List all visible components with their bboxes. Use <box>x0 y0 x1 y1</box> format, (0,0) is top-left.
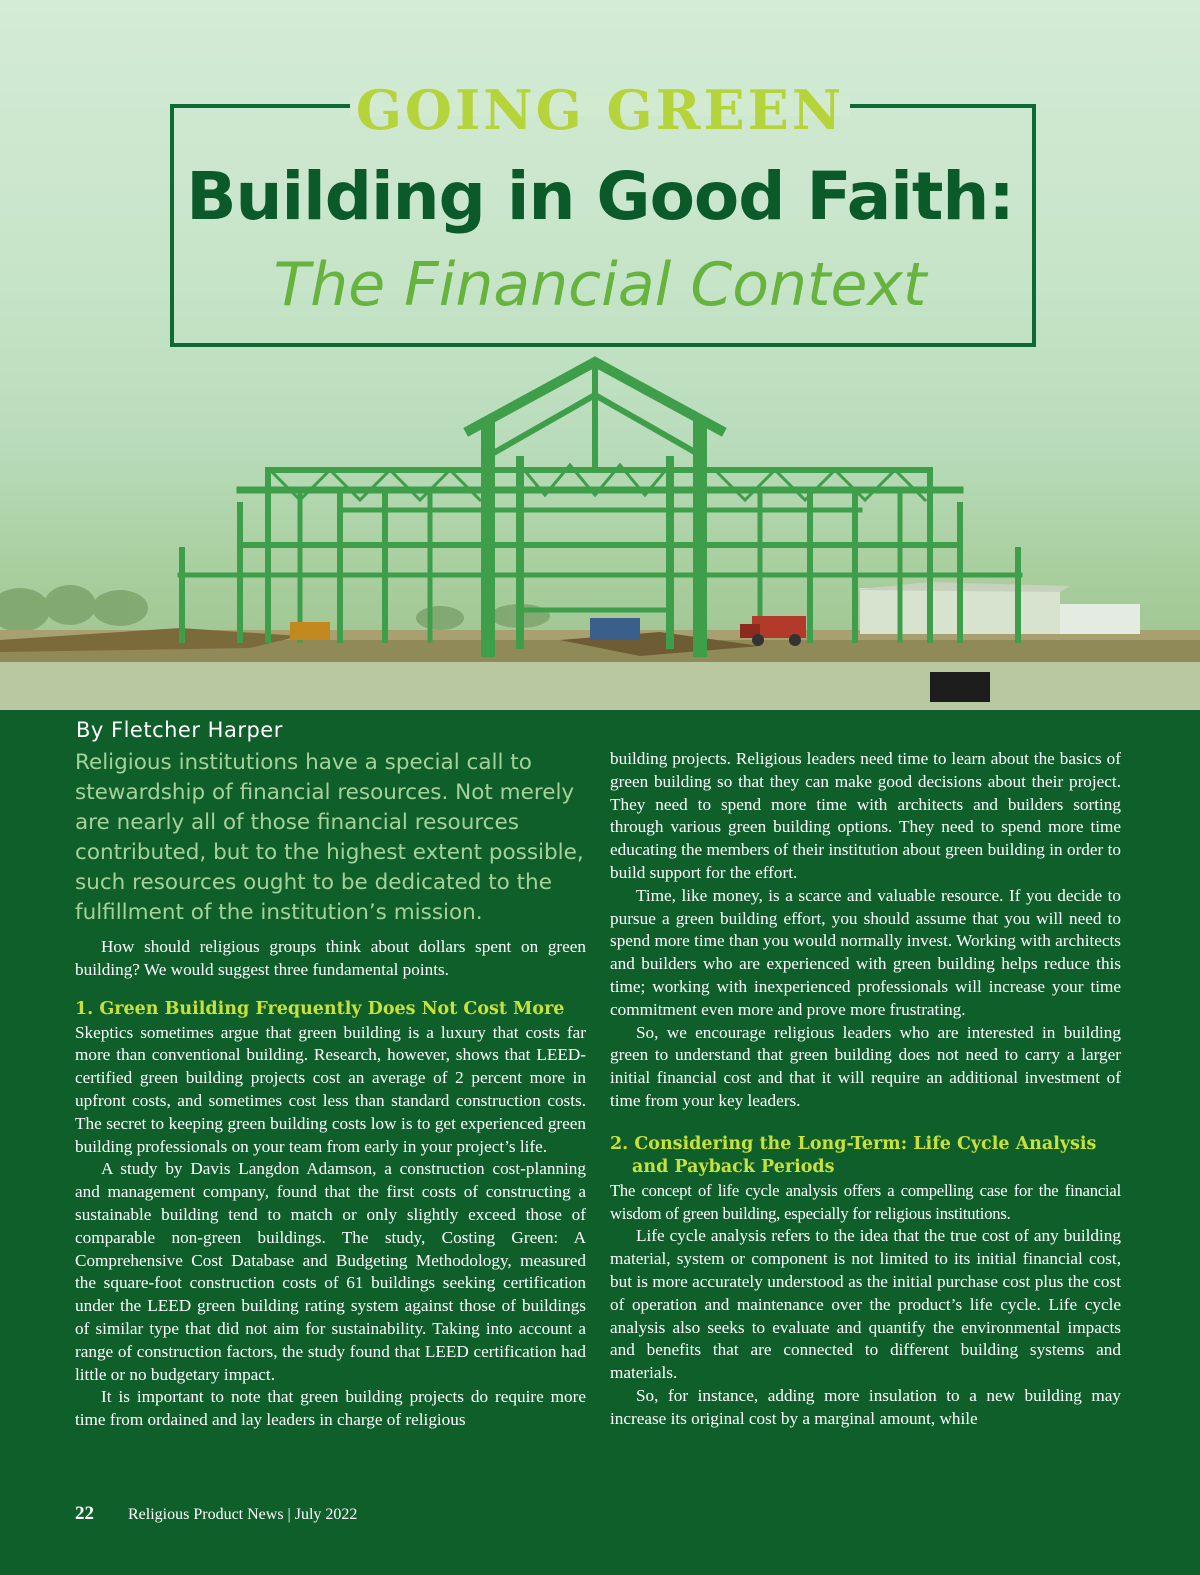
body-paragraph: building projects. Religious leaders need time to learn about the basics of green building so that they can make good decisions about their project. They need to spend more time with architects and builders sorting through various green building options. They need to spend more time educating the members of their institution about green building in order to build support for the effort. <box>610 749 1121 882</box>
article-column-right <box>610 748 1121 1431</box>
article-headline: Building in Good Faith: <box>186 158 1014 235</box>
article-column-left <box>75 748 586 1432</box>
page-footer <box>75 1503 357 1525</box>
hero-section <box>0 0 1200 710</box>
article-subheadline: The Financial Context <box>273 250 927 320</box>
section-2-heading-line-1: 2. Considering the Long-Term: Life Cycle Analysis <box>610 1133 1097 1154</box>
body-paragraph: Life cycle analysis refers to the idea that the true cost of any building material, system or component is not limited to its initial financial cost, but is more accurately understood as the initial purchase cost plus the cost of operation and maintenance over the product’s life cycle. Life cycle analysis also seeks to evaluate and quantify the environmental impacts and benefits that are connected to different building systems and materials. <box>610 1226 1121 1383</box>
body-paragraph: It is important to note that green building projects do require more time from ordained and lay leaders in charge of religious <box>75 1387 586 1430</box>
section-1-heading: 1. Green Building Frequently Does Not Cost More <box>75 998 565 1019</box>
byline: By Fletcher Harper <box>76 718 283 742</box>
section-2-heading-line-2: and Payback Periods <box>632 1156 835 1177</box>
section-2-heading <box>610 1133 1121 1179</box>
body-paragraph: Skeptics sometimes argue that green building is a luxury that costs far more than conventional building. Research, however, shows that LEED-certified green building projects cost an average of 2 percent more in upfront costs, and sometimes cost less than standard construction costs. The secret to keeping green building costs low is to get experienced green building professionals on your team from early in your project’s life. <box>75 1022 586 1156</box>
body-paragraph: So, for instance, adding more insulation to a new building may increase its original cost by a marginal amount, while <box>610 1385 1121 1428</box>
body-paragraph: A study by Davis Langdon Adamson, a construction cost-planning and management company, found that the first costs of constructing a sustainable building tend to match or only slightly exceed those of comparable non-green buildings. The study, Costing Green: A Comprehensive Cost Database and Budgeting Methodology, measured the square-foot construction costs of 61 buildings seeking certification under the LEED green building rating system against those of buildings of similar type that did not aim for sustainability. Taking into account a range of construction factors, the study found that LEED certification had little or no budgetary impact. <box>75 1159 586 1384</box>
body-paragraph: The concept of life cycle analysis offers a compelling case for the financial wisdom of green building, especially for religious institutions. <box>610 1180 1121 1223</box>
body-paragraph: So, we encourage religious leaders who are interested in building green to understand that green building does not need to carry a larger initial financial cost and that it will require an additional investment of time from your key leaders. <box>610 1022 1121 1110</box>
kicker-title: GOING GREEN <box>355 78 845 142</box>
body-paragraph: Time, like money, is a scarce and valuable resource. If you decide to pursue a green building effort, you should assume that you will need to spend more time than you would normally invest. Working with architects and builders who are experienced with green building helps reduce this time; working with inexperienced professionals will increase your time commitment even more and prove more frustrating. <box>610 885 1121 1019</box>
lede-paragraph: Religious institutions have a special call to stewardship of financial resources. Not merely are nearly all of those financial resources contributed, but to the highest extent possible, such resources ought to be dedicated to the fulfillment of the institution’s mission. <box>75 750 584 925</box>
publication-info: Religious Product News | July 2022 <box>128 1506 358 1523</box>
intro-paragraph: How should religious groups think about dollars spent on green building? We would suggest three fundamental points. <box>75 937 586 979</box>
page-number: 22 <box>75 1503 94 1524</box>
